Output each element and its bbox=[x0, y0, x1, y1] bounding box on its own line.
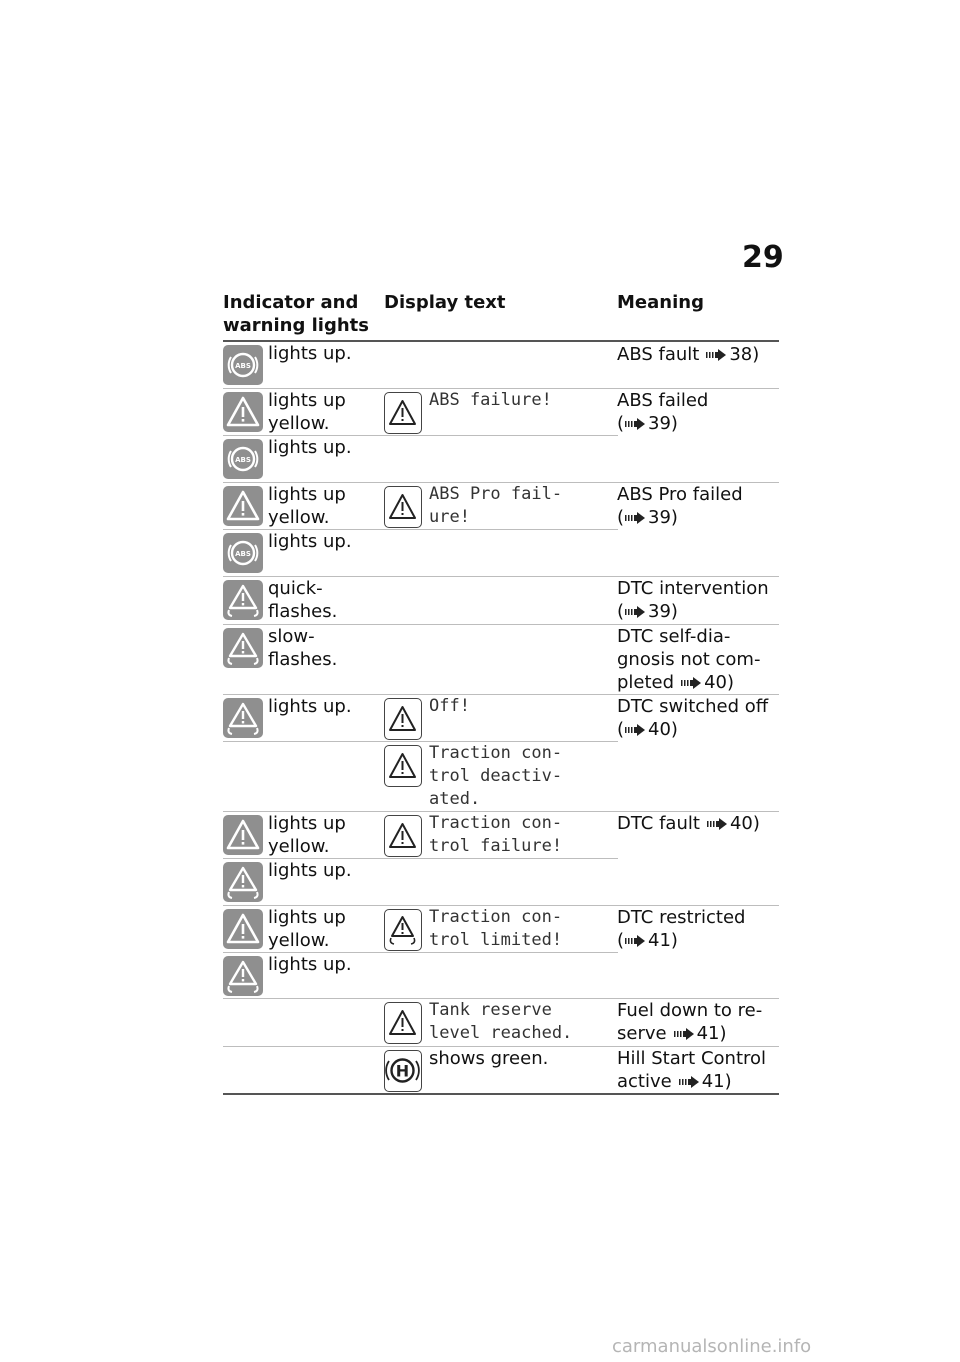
r2-indicator-yellow bbox=[268, 389, 346, 435]
warning-triangle-icon bbox=[223, 486, 263, 526]
r3-display-text bbox=[429, 483, 562, 529]
r9-disp-line-a: Tank reserve bbox=[429, 1000, 552, 1020]
r7-display-text bbox=[429, 812, 562, 858]
page-ref-arrow-icon bbox=[624, 417, 646, 431]
header-display: Display text bbox=[384, 292, 506, 313]
r7-page-ref[interactable]: 40) bbox=[729, 813, 760, 834]
r1-page-ref[interactable]: 38) bbox=[729, 344, 760, 365]
r5-meaning bbox=[617, 625, 760, 694]
page-ref-arrow-icon bbox=[673, 1027, 695, 1041]
r8-ind-line-b: yellow. bbox=[268, 930, 330, 951]
warning-triangle-icon bbox=[223, 909, 263, 949]
watermark: carmanualsonline.info bbox=[612, 1336, 812, 1357]
svg-text:H: H bbox=[395, 1061, 410, 1081]
r3-meaning-text: ABS Pro failed bbox=[617, 484, 743, 505]
r7-meaning bbox=[617, 812, 760, 835]
warning-triangle-icon bbox=[223, 392, 263, 432]
traction-control-icon bbox=[223, 862, 263, 902]
page-ref-arrow-icon bbox=[624, 605, 646, 619]
r6-display-text-off: Off! bbox=[429, 696, 470, 716]
r9-mean-line-b: serve bbox=[617, 1023, 667, 1044]
r2-meaning: ABS failed ( 39) bbox=[617, 390, 709, 434]
abs-icon bbox=[223, 345, 263, 385]
r9-page-ref[interactable]: 41) bbox=[696, 1023, 727, 1044]
r10-page-ref[interactable]: 41) bbox=[701, 1071, 732, 1092]
page-ref-arrow-icon bbox=[624, 511, 646, 525]
r3-meaning: ABS Pro failed ( 39) bbox=[617, 484, 743, 528]
r4-page-ref[interactable]: 39) bbox=[648, 601, 678, 622]
r7-disp-line-b: trol failure! bbox=[429, 836, 563, 856]
r8-meaning-text: DTC restricted bbox=[617, 907, 746, 928]
r7-indicator: lights up. bbox=[268, 860, 352, 881]
r10-meaning bbox=[617, 1047, 766, 1093]
r1-meaning-text: ABS fault bbox=[617, 344, 700, 365]
r6-disp-line-c: ated. bbox=[429, 789, 481, 809]
r8-page-ref[interactable]: 41) bbox=[648, 930, 678, 951]
r6-page-ref[interactable]: 40) bbox=[648, 719, 678, 740]
abs-icon bbox=[223, 533, 263, 573]
page-ref-arrow-icon bbox=[624, 934, 646, 948]
r5-mean-line-c: pleted bbox=[617, 672, 675, 693]
r3-ind-line-a: lights up bbox=[268, 484, 346, 505]
header-indicator-line2: warning lights bbox=[223, 315, 369, 336]
display-warning-icon bbox=[384, 1002, 422, 1044]
page-ref-arrow-icon bbox=[706, 817, 728, 831]
r6-disp-line-a: Traction con- bbox=[429, 743, 563, 763]
r5-mean-line-b: gnosis not com- bbox=[617, 649, 761, 670]
r2-display-text: ABS failure! bbox=[429, 390, 552, 410]
svg-text:ABS: ABS bbox=[235, 362, 251, 370]
r3-indicator: lights up. bbox=[268, 531, 352, 552]
r9-display-text bbox=[429, 999, 572, 1045]
display-warning-icon bbox=[384, 486, 422, 528]
r6-meaning: DTC switched off ( 40) bbox=[617, 696, 769, 740]
page-ref-arrow-icon bbox=[678, 1075, 700, 1089]
traction-control-icon bbox=[223, 628, 263, 668]
r7-meaning-text: DTC fault bbox=[617, 813, 700, 834]
r9-mean-line-a: Fuel down to re- bbox=[617, 1000, 763, 1021]
r8-indicator-yellow bbox=[268, 906, 346, 952]
r2-ind-line-a: lights up bbox=[268, 390, 346, 411]
header-indicator bbox=[223, 291, 369, 337]
r2-ind-line-b: yellow. bbox=[268, 413, 330, 434]
r3-ind-line-b: yellow. bbox=[268, 507, 330, 528]
page-ref-arrow-icon bbox=[624, 723, 646, 737]
traction-control-icon bbox=[223, 698, 263, 738]
display-warning-icon bbox=[384, 815, 422, 857]
r4-meaning: DTC intervention ( 39) bbox=[617, 578, 769, 622]
r6-disp-line-b: trol deactiv- bbox=[429, 766, 563, 786]
svg-text:ABS: ABS bbox=[235, 550, 251, 558]
r8-display-text bbox=[429, 906, 562, 952]
r7-disp-line-a: Traction con- bbox=[429, 813, 563, 833]
warning-triangle-icon bbox=[223, 815, 263, 855]
r8-ind-line-a: lights up bbox=[268, 907, 346, 928]
svg-text:ABS: ABS bbox=[235, 456, 251, 464]
r7-ind-line-a: lights up bbox=[268, 813, 346, 834]
page-ref-arrow-icon bbox=[680, 676, 702, 690]
r8-meaning: DTC restricted ( 41) bbox=[617, 907, 746, 951]
r3-page-ref[interactable]: 39) bbox=[648, 507, 678, 528]
r5-page-ref[interactable]: 40) bbox=[704, 672, 734, 693]
display-traction-icon bbox=[384, 909, 422, 951]
r1-meaning bbox=[617, 343, 759, 366]
r2-indicator: lights up. bbox=[268, 437, 352, 458]
page-number: 29 bbox=[742, 240, 784, 275]
r7-ind-line-b: yellow. bbox=[268, 836, 330, 857]
r6-meaning-text: DTC switched off bbox=[617, 696, 769, 717]
r3-disp-line-a: ABS Pro fail- bbox=[429, 484, 563, 504]
r3-disp-line-b: ure! bbox=[429, 507, 470, 527]
r8-disp-line-b: trol limited! bbox=[429, 930, 563, 950]
table-bottom-rule bbox=[223, 1093, 779, 1095]
r4-ind-line-a: quick- bbox=[268, 578, 323, 599]
traction-control-icon bbox=[223, 580, 263, 620]
r4-indicator bbox=[268, 577, 337, 623]
r2-meaning-text: ABS failed bbox=[617, 390, 709, 411]
r10-display-text: shows green. bbox=[429, 1048, 549, 1069]
display-warning-icon bbox=[384, 745, 422, 787]
display-warning-icon bbox=[384, 392, 422, 434]
traction-control-icon bbox=[223, 956, 263, 996]
r2-page-ref[interactable]: 39) bbox=[648, 413, 678, 434]
r7-indicator-yellow bbox=[268, 812, 346, 858]
r5-ind-line-b: flashes. bbox=[268, 649, 338, 670]
r4-meaning-text: DTC intervention bbox=[617, 578, 769, 599]
hill-start-icon bbox=[384, 1050, 422, 1092]
r6-indicator: lights up. bbox=[268, 696, 352, 717]
r9-meaning bbox=[617, 999, 762, 1045]
abs-icon bbox=[223, 439, 263, 479]
page-ref-arrow-icon bbox=[705, 348, 727, 362]
r8-indicator: lights up. bbox=[268, 954, 352, 975]
r3-indicator-yellow bbox=[268, 483, 346, 529]
r4-ind-line-b: flashes. bbox=[268, 601, 338, 622]
r9-disp-line-b: level reached. bbox=[429, 1023, 573, 1043]
r8-disp-line-a: Traction con- bbox=[429, 907, 563, 927]
r1-indicator: lights up. bbox=[268, 343, 352, 364]
r5-mean-line-a: DTC self-dia- bbox=[617, 626, 731, 647]
r6-display-text-deactivated bbox=[429, 742, 562, 811]
header-indicator-line1: Indicator and bbox=[223, 292, 359, 313]
r10-mean-line-a: Hill Start Control bbox=[617, 1048, 767, 1069]
r5-indicator bbox=[268, 625, 337, 671]
r5-ind-line-a: slow- bbox=[268, 626, 315, 647]
header-meaning: Meaning bbox=[617, 292, 704, 313]
display-warning-icon bbox=[384, 698, 422, 740]
r10-mean-line-b: active bbox=[617, 1071, 672, 1092]
